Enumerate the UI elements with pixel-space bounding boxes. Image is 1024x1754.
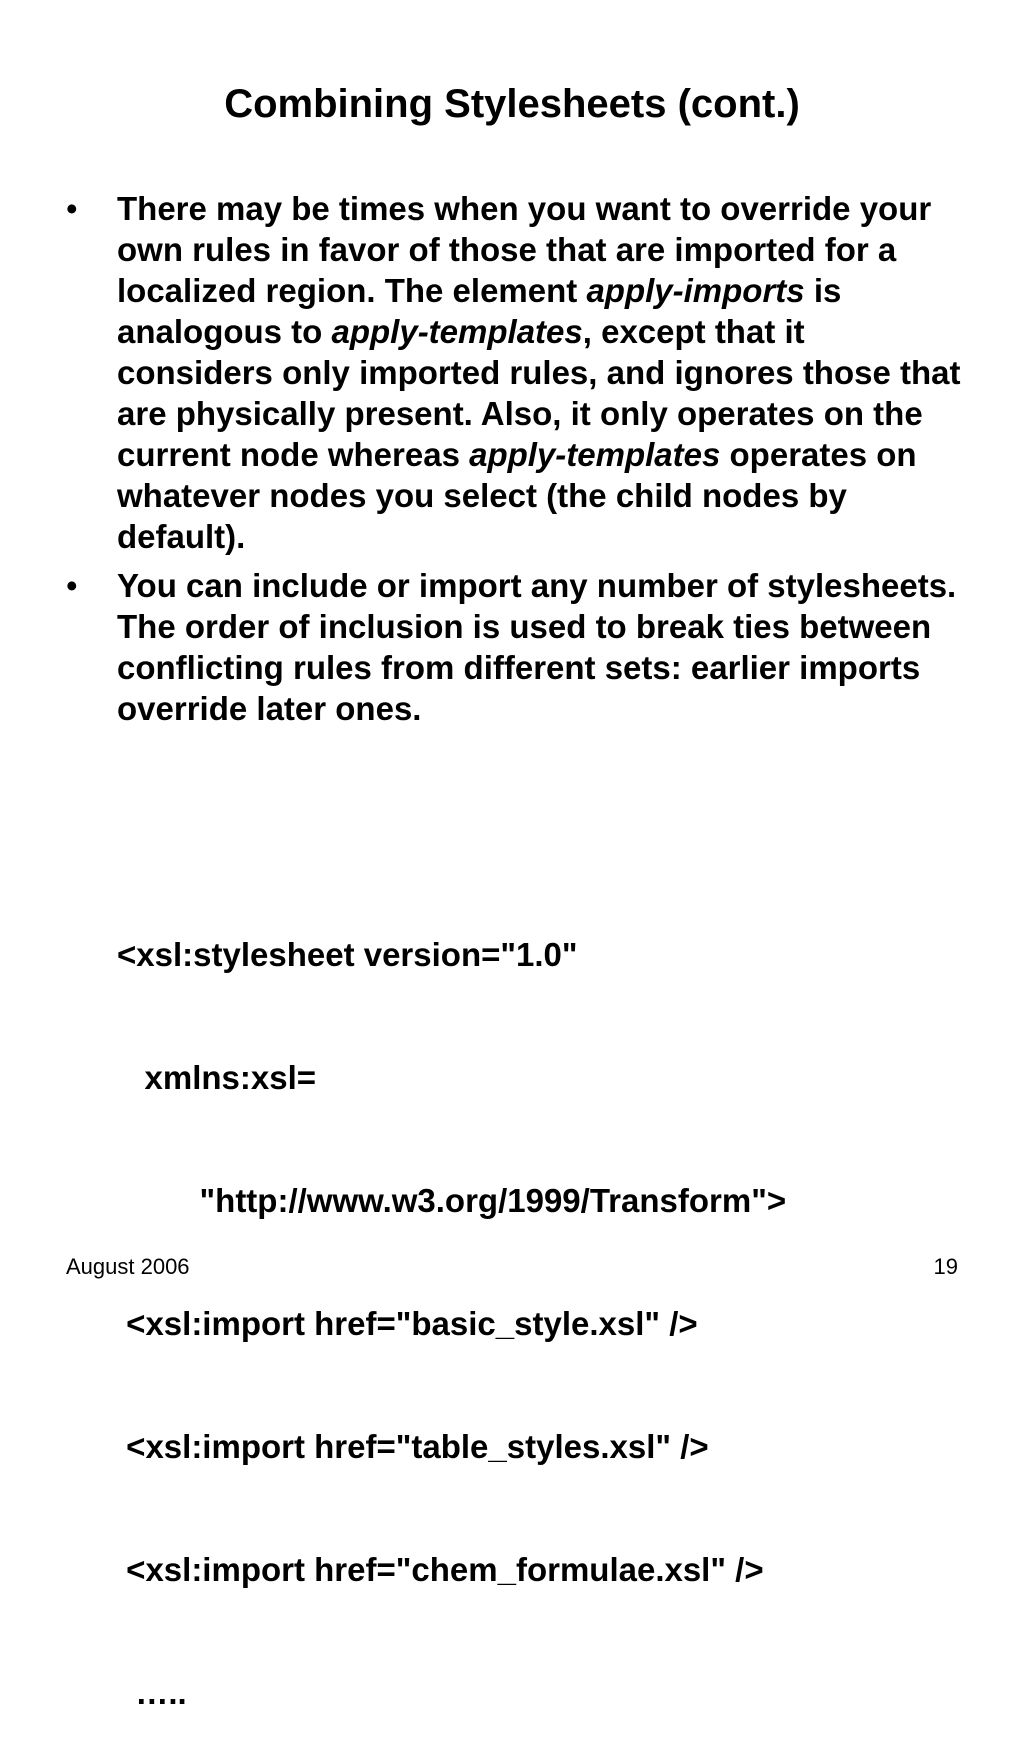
code-line: xmlns:xsl= [117,1059,317,1096]
bullet-text: , except that it considers only imported rules, and ignores those that are physically present. Also, it only operates on the current node whereas [117,313,961,473]
bullet-text: There may be times when you want to override your own rules in favor of those that are imported for a localized region. The element [117,190,932,309]
bullet-item-apply-imports [0,188,1024,557]
page-number: 19 [933,1254,958,1279]
term-apply-templates: apply-templates [331,313,583,350]
slide-title: Combining Stylesheets (cont.) [224,82,800,126]
code-line: <xsl:import href="basic_style.xsl" /> [117,1305,698,1342]
term-apply-templates: apply-templates [469,436,721,473]
code-line: ….. [117,1674,187,1711]
bullet-text: operates on whatever nodes you select (the child nodes by default). [117,436,917,555]
footer-date: August 2006 [66,1254,190,1279]
bullet-marker: • [66,567,78,604]
code-line: <xsl:import href="chem_formulae.xsl" /> [117,1551,764,1588]
term-apply-imports: apply-imports [586,272,805,309]
code-line: <xsl:stylesheet version="1.0" [117,936,578,973]
bullet-marker: • [66,190,78,227]
bullet-text: You can include or import any number of stylesheets. The order of inclusion is used to break ties between conflicting rules from different sets: earlier imports override later ones. [117,567,957,727]
code-line: <xsl:import href="table_styles.xsl" /> [117,1428,709,1465]
bullet-item-import-order [0,565,1024,729]
bullet-text: is analogous to [117,272,842,350]
code-line: "http://www.w3.org/1999/Transform"> [117,1182,787,1219]
code-example [117,852,997,1754]
bullet-list [0,188,1024,737]
